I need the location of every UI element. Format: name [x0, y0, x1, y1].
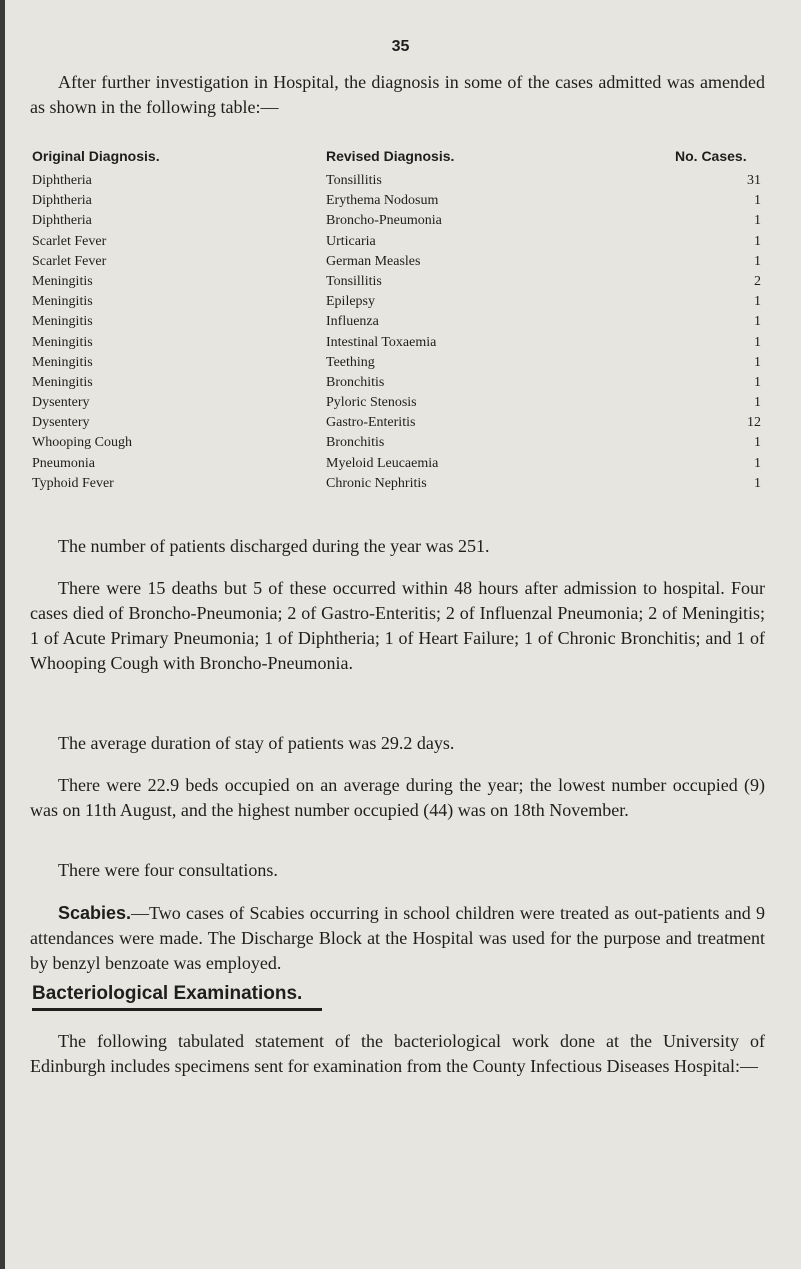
diagnosis-table-header [0, 148, 801, 168]
table-row [0, 314, 801, 334]
cases-count-cell: 1 [754, 314, 761, 330]
original-diagnosis-cell: Scarlet Fever [32, 253, 107, 269]
beds-text: There were 22.9 beds occupied on an average during the year; the lowest number occupied (9) was on 11th August, and the highest number occupied (44) was on 18th November. [30, 775, 765, 820]
table-row [0, 355, 801, 375]
table-row [0, 375, 801, 395]
bacteriological-heading: Bacteriological Examinations. [32, 983, 303, 1004]
table-row [0, 395, 801, 415]
intro-text: After further investigation in Hospital, the diagnosis in some of the cases admitted was amended as shown in the following table:— [30, 72, 765, 117]
revised-diagnosis-cell: Chronic Nephritis [326, 475, 427, 491]
cases-count-cell: 1 [754, 253, 761, 269]
deaths-paragraph [30, 576, 765, 676]
original-diagnosis-cell: Dysentery [32, 415, 90, 431]
cases-count-cell: 2 [754, 273, 761, 289]
revised-diagnosis-cell: Bronchitis [326, 374, 385, 390]
original-diagnosis-cell: Meningitis [32, 354, 93, 370]
discharged-text: The number of patients discharged during the year was 251. [58, 536, 490, 556]
table-row [0, 173, 801, 193]
original-diagnosis-cell: Diphtheria [32, 213, 92, 229]
scabies-paragraph [30, 901, 765, 976]
revised-diagnosis-cell: Tonsillitis [326, 173, 382, 188]
cases-count-cell: 1 [754, 354, 761, 370]
revised-diagnosis-cell: Urticaria [326, 233, 376, 249]
table-row [0, 456, 801, 476]
scabies-heading: Scabies. [58, 903, 132, 923]
table-row [0, 294, 801, 314]
intro-paragraph [30, 70, 765, 120]
revised-diagnosis-cell: Myeloid Leucaemia [326, 455, 439, 471]
original-diagnosis-cell: Typhoid Fever [32, 475, 114, 491]
diagnosis-table-body [0, 173, 801, 496]
original-diagnosis-cell: Meningitis [32, 374, 93, 390]
original-diagnosis-cell: Diphtheria [32, 173, 92, 188]
original-diagnosis-cell: Diphtheria [32, 193, 92, 209]
table-row [0, 193, 801, 213]
deaths-text: There were 15 deaths but 5 of these occurred within 48 hours after admission to hospital. Four cases died of Broncho-Pneumonia; 2 of Gastro-Enteritis; 2 of Influenzal Pneumonia; 2 of Meningitis; 1 of Acute Primary Pneumonia; 1 of Diphtheria; 1 of Heart Failure; 1 of Chronic Bronchitis; and 1 of Whooping Cough with Broncho-Pneumonia. [30, 578, 765, 673]
original-diagnosis-cell: Scarlet Fever [32, 233, 107, 249]
discharged-paragraph [30, 534, 765, 559]
revised-diagnosis-cell: Intestinal Toxaemia [326, 334, 437, 350]
revised-diagnosis-cell: Influenza [326, 314, 379, 330]
consultations-paragraph [30, 858, 765, 883]
header-revised-diagnosis: Revised Diagnosis. [326, 148, 455, 164]
cases-count-cell: 1 [754, 395, 761, 411]
cases-count-cell: 1 [754, 475, 761, 491]
table-row [0, 234, 801, 254]
table-row [0, 213, 801, 233]
original-diagnosis-cell: Whooping Cough [32, 435, 132, 451]
heading-underline [32, 1008, 322, 1011]
original-diagnosis-cell: Pneumonia [32, 455, 95, 471]
cases-count-cell: 1 [754, 294, 761, 310]
cases-count-cell: 1 [754, 193, 761, 209]
table-row [0, 435, 801, 455]
consultations-text: There were four consultations. [58, 860, 278, 880]
original-diagnosis-cell: Meningitis [32, 334, 93, 350]
cases-count-cell: 1 [754, 334, 761, 350]
revised-diagnosis-cell: Broncho-Pneumonia [326, 213, 442, 229]
revised-diagnosis-cell: German Measles [326, 253, 421, 269]
header-number-cases: No. Cases. [675, 148, 747, 164]
table-row [0, 254, 801, 274]
original-diagnosis-cell: Meningitis [32, 294, 93, 310]
original-diagnosis-cell: Meningitis [32, 314, 93, 330]
original-diagnosis-cell: Dysentery [32, 395, 90, 411]
revised-diagnosis-cell: Erythema Nodosum [326, 193, 439, 209]
revised-diagnosis-cell: Epilepsy [326, 294, 375, 310]
revised-diagnosis-cell: Bronchitis [326, 435, 385, 451]
table-row [0, 335, 801, 355]
cases-count-cell: 12 [747, 415, 761, 431]
revised-diagnosis-cell: Pyloric Stenosis [326, 395, 417, 411]
table-row [0, 415, 801, 435]
revised-diagnosis-cell: Teething [326, 354, 375, 370]
revised-diagnosis-cell: Tonsillitis [326, 273, 382, 289]
cases-count-cell: 1 [754, 213, 761, 229]
header-original-diagnosis: Original Diagnosis. [32, 148, 160, 164]
revised-diagnosis-cell: Gastro-Enteritis [326, 415, 416, 431]
cases-count-cell: 1 [754, 435, 761, 451]
table-row [0, 274, 801, 294]
cases-count-cell: 31 [747, 173, 761, 188]
duration-paragraph [30, 731, 765, 756]
beds-paragraph [30, 773, 765, 823]
cases-count-cell: 1 [754, 233, 761, 249]
table-row [0, 476, 801, 496]
cases-count-cell: 1 [754, 374, 761, 390]
page-number: 35 [391, 38, 410, 55]
bacteriological-paragraph [30, 1029, 765, 1079]
original-diagnosis-cell: Meningitis [32, 273, 93, 289]
scabies-text: —Two cases of Scabies occurring in school children were treated as out-patients and 9 attendances were made. The Discharge Block at the Hospital was used for the purpose and treatment by benzyl benzoate was employed. [30, 903, 765, 973]
cases-count-cell: 1 [754, 455, 761, 471]
bacteriological-text: The following tabulated statement of the bacteriological work done at the University of Edinburgh includes specimens sent for examination from the County Infectious Diseases Hospital:— [30, 1031, 765, 1076]
duration-text: The average duration of stay of patients was 29.2 days. [58, 733, 455, 753]
